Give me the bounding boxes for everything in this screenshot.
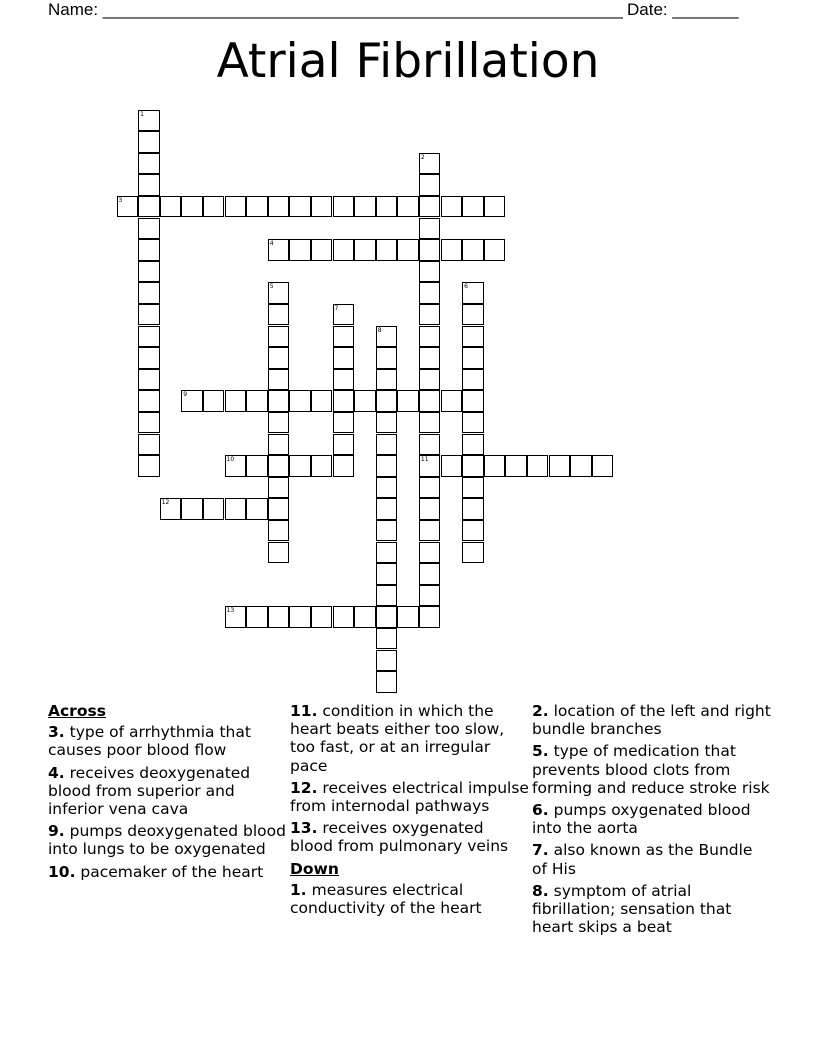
- cell-number: 7: [334, 304, 339, 312]
- grid-cell[interactable]: [354, 390, 376, 412]
- grid-cell[interactable]: [376, 412, 398, 434]
- grid-cell[interactable]: [333, 304, 355, 326]
- cell-number: 8: [377, 326, 382, 334]
- grid-cell[interactable]: [268, 606, 290, 628]
- grid-cell[interactable]: [268, 520, 290, 542]
- grid-cell[interactable]: [333, 606, 355, 628]
- clue-column-3: [532, 702, 772, 940]
- cell-number: 5: [269, 283, 274, 291]
- page-title: Atrial Fibrillation: [216, 34, 600, 89]
- grid-cell[interactable]: [117, 196, 139, 218]
- grid-cell[interactable]: [441, 390, 463, 412]
- grid-cell[interactable]: [268, 282, 290, 304]
- grid-cell[interactable]: [419, 196, 441, 218]
- grid-cell[interactable]: [376, 326, 398, 348]
- grid-cell[interactable]: [138, 239, 160, 261]
- grid-cell[interactable]: [397, 390, 419, 412]
- grid-cell[interactable]: [462, 282, 484, 304]
- grid-cell[interactable]: [549, 455, 571, 477]
- grid-cell[interactable]: [333, 347, 355, 369]
- grid-cell[interactable]: [138, 282, 160, 304]
- clue-down-7: 7. also known as the Bundle of His: [532, 841, 753, 878]
- grid-cell[interactable]: [419, 369, 441, 391]
- cell-number: 4: [269, 240, 274, 248]
- grid-cell[interactable]: [441, 196, 463, 218]
- grid-cell[interactable]: [462, 477, 484, 499]
- clue-across-11: 11. condition in which the heart beats either too slow, too fast, or at an irregular pace: [290, 702, 505, 775]
- grid-cell[interactable]: [419, 347, 441, 369]
- grid-cell[interactable]: [311, 196, 333, 218]
- grid-cell[interactable]: [462, 196, 484, 218]
- grid-cell[interactable]: [333, 455, 355, 477]
- grid-cell[interactable]: [592, 455, 614, 477]
- grid-cell[interactable]: [203, 498, 225, 520]
- cell-number: 11: [420, 456, 429, 464]
- clue-across-3: 3. type of arrhythmia that causes poor blood flow: [48, 723, 251, 760]
- grid-cell[interactable]: [138, 434, 160, 456]
- clue-down-1: 1. measures electrical conductivity of the heart: [290, 880, 482, 918]
- grid-cell[interactable]: [354, 606, 376, 628]
- grid-cell[interactable]: [225, 196, 247, 218]
- grid-cell[interactable]: [333, 369, 355, 391]
- grid-cell[interactable]: [246, 606, 268, 628]
- grid-cell[interactable]: [462, 347, 484, 369]
- grid-cell[interactable]: [419, 563, 441, 585]
- down-heading: Down: [290, 859, 339, 878]
- clue-down-8: 8. symptom of atrial fibrillation; sensation that heart skips a beat: [532, 881, 732, 937]
- grid-cell[interactable]: [333, 196, 355, 218]
- grid-cell[interactable]: [419, 477, 441, 499]
- grid-cell[interactable]: [268, 498, 290, 520]
- grid-cell[interactable]: [419, 390, 441, 412]
- grid-cell[interactable]: [419, 542, 441, 564]
- grid-cell[interactable]: [462, 455, 484, 477]
- grid-cell[interactable]: [376, 477, 398, 499]
- cell-number: 9: [183, 391, 188, 399]
- grid-cell[interactable]: [441, 239, 463, 261]
- grid-cell[interactable]: [376, 671, 398, 693]
- grid-cell[interactable]: [311, 390, 333, 412]
- grid-cell[interactable]: [268, 412, 290, 434]
- grid-cell[interactable]: [333, 390, 355, 412]
- grid-cell[interactable]: [462, 239, 484, 261]
- grid-cell[interactable]: [181, 196, 203, 218]
- grid-cell[interactable]: [527, 455, 549, 477]
- grid-cell[interactable]: [376, 455, 398, 477]
- grid-cell[interactable]: [376, 434, 398, 456]
- date-line: Date: _______: [627, 0, 739, 19]
- grid-cell[interactable]: [138, 110, 160, 132]
- grid-cell[interactable]: [419, 520, 441, 542]
- grid-cell[interactable]: [289, 606, 311, 628]
- grid-cell[interactable]: [419, 304, 441, 326]
- grid-cell[interactable]: [376, 347, 398, 369]
- grid-cell[interactable]: [376, 498, 398, 520]
- grid-cell[interactable]: [419, 174, 441, 196]
- grid-cell[interactable]: [397, 606, 419, 628]
- grid-cell[interactable]: [419, 585, 441, 607]
- grid-cell[interactable]: [376, 520, 398, 542]
- grid-cell[interactable]: [246, 455, 268, 477]
- grid-cell[interactable]: [203, 390, 225, 412]
- grid-cell[interactable]: [268, 196, 290, 218]
- grid-cell[interactable]: [354, 239, 376, 261]
- grid-cell[interactable]: [138, 412, 160, 434]
- grid-cell[interactable]: [268, 369, 290, 391]
- grid-cell[interactable]: [397, 196, 419, 218]
- grid-cell[interactable]: [462, 434, 484, 456]
- grid-cell[interactable]: [376, 628, 398, 650]
- cell-number: 1: [140, 110, 144, 118]
- grid-cell[interactable]: [138, 326, 160, 348]
- grid-cell[interactable]: [419, 239, 441, 261]
- grid-cell[interactable]: [181, 498, 203, 520]
- grid-cell[interactable]: [138, 131, 160, 153]
- grid-cell[interactable]: [268, 326, 290, 348]
- grid-cell[interactable]: [138, 455, 160, 477]
- grid-cell[interactable]: [419, 606, 441, 628]
- grid-cell[interactable]: [333, 434, 355, 456]
- grid-cell[interactable]: [484, 196, 506, 218]
- across-heading: Across: [48, 702, 106, 720]
- clue-down-5: 5. type of medication that prevents blood clots from forming and reduce stroke risk: [532, 742, 770, 797]
- cell-number: 13: [226, 607, 235, 615]
- grid-cell[interactable]: [289, 455, 311, 477]
- grid-cell[interactable]: [354, 196, 376, 218]
- grid-cell[interactable]: [138, 174, 160, 196]
- name-line: Name: _______________________________________________________: [48, 0, 623, 19]
- grid-cell[interactable]: [376, 606, 398, 628]
- grid-cell[interactable]: [225, 606, 247, 628]
- cell-number: 10: [226, 456, 235, 464]
- grid-cell[interactable]: [225, 455, 247, 477]
- grid-cell[interactable]: [376, 390, 398, 412]
- grid-cell[interactable]: [397, 239, 419, 261]
- grid-cell[interactable]: [419, 434, 441, 456]
- grid-cell[interactable]: [333, 326, 355, 348]
- grid-cell[interactable]: [225, 390, 247, 412]
- grid-cell[interactable]: [484, 455, 506, 477]
- grid-cell[interactable]: [333, 239, 355, 261]
- clue-across-10: 10. pacemaker of the heart: [48, 862, 264, 881]
- grid-cell[interactable]: [138, 369, 160, 391]
- grid-cell[interactable]: [462, 390, 484, 412]
- grid-cell[interactable]: [203, 196, 225, 218]
- grid-cell[interactable]: [311, 239, 333, 261]
- grid-cell[interactable]: [462, 542, 484, 564]
- grid-cell[interactable]: [289, 239, 311, 261]
- grid-cell[interactable]: [376, 542, 398, 564]
- cell-number: 2: [420, 153, 425, 161]
- grid-cell[interactable]: [268, 477, 290, 499]
- grid-cell[interactable]: [289, 196, 311, 218]
- grid-cell[interactable]: [268, 304, 290, 326]
- grid-cell[interactable]: [246, 196, 268, 218]
- grid-cell[interactable]: [419, 153, 441, 175]
- grid-cell[interactable]: [246, 498, 268, 520]
- clue-down-2: 2. location of the left and right bundle branches: [532, 702, 771, 739]
- grid-cell[interactable]: [225, 498, 247, 520]
- cell-number: 12: [161, 499, 170, 507]
- clue-column-2: [290, 702, 530, 921]
- grid-cell[interactable]: [462, 326, 484, 348]
- grid-cell[interactable]: [138, 218, 160, 240]
- grid-cell[interactable]: [419, 498, 441, 520]
- grid-cell[interactable]: [138, 196, 160, 218]
- clue-down-6: 6. pumps oxygenated blood into the aorta: [532, 801, 751, 838]
- grid-cell[interactable]: [268, 434, 290, 456]
- grid-cell[interactable]: [462, 369, 484, 391]
- grid-cell[interactable]: [484, 239, 506, 261]
- grid-cell[interactable]: [181, 390, 203, 412]
- grid-cell[interactable]: [333, 412, 355, 434]
- grid-cell[interactable]: [505, 455, 527, 477]
- grid-cell[interactable]: [419, 455, 441, 477]
- grid-cell[interactable]: [462, 412, 484, 434]
- grid-cell[interactable]: [268, 239, 290, 261]
- grid-cell[interactable]: [376, 563, 398, 585]
- grid-cell[interactable]: [138, 261, 160, 283]
- cell-number: 3: [118, 196, 123, 204]
- grid-cell[interactable]: [419, 412, 441, 434]
- grid-cell[interactable]: [462, 498, 484, 520]
- grid-cell[interactable]: [289, 390, 311, 412]
- clue-across-4: 4. receives deoxygenated blood from superior and inferior vena cava: [48, 763, 251, 819]
- grid-cell[interactable]: [376, 369, 398, 391]
- grid-cell[interactable]: [138, 304, 160, 326]
- grid-cell[interactable]: [268, 347, 290, 369]
- grid-cell[interactable]: [160, 498, 182, 520]
- cell-number: 6: [464, 283, 468, 291]
- grid-cell[interactable]: [376, 239, 398, 261]
- grid-cell[interactable]: [462, 304, 484, 326]
- grid-cell[interactable]: [462, 520, 484, 542]
- grid-cell[interactable]: [570, 455, 592, 477]
- grid-cell[interactable]: [376, 650, 398, 672]
- grid-cell[interactable]: [441, 455, 463, 477]
- grid-cell[interactable]: [419, 261, 441, 283]
- clue-column-1: [48, 702, 288, 885]
- grid-cell[interactable]: [419, 218, 441, 240]
- clue-across-9: 9. pumps deoxygenated blood into lungs to be oxygenated: [48, 822, 286, 859]
- grid-cell[interactable]: [268, 390, 290, 412]
- clue-across-12: 12. receives electrical impulse from internodal pathways: [290, 778, 529, 816]
- grid-cell[interactable]: [138, 390, 160, 412]
- grid-cell[interactable]: [419, 326, 441, 348]
- grid-cell[interactable]: [138, 347, 160, 369]
- grid-cell[interactable]: [419, 282, 441, 304]
- grid-cell[interactable]: [311, 606, 333, 628]
- grid-cell[interactable]: [376, 585, 398, 607]
- grid-cell[interactable]: [376, 196, 398, 218]
- clue-across-13: 13. receives oxygenated blood from pulmonary veins: [290, 819, 509, 856]
- grid-cell[interactable]: [138, 153, 160, 175]
- grid-cell[interactable]: [268, 542, 290, 564]
- grid-cell[interactable]: [311, 455, 333, 477]
- grid-cell[interactable]: [246, 390, 268, 412]
- grid-cell[interactable]: [268, 455, 290, 477]
- grid-cell[interactable]: [160, 196, 182, 218]
